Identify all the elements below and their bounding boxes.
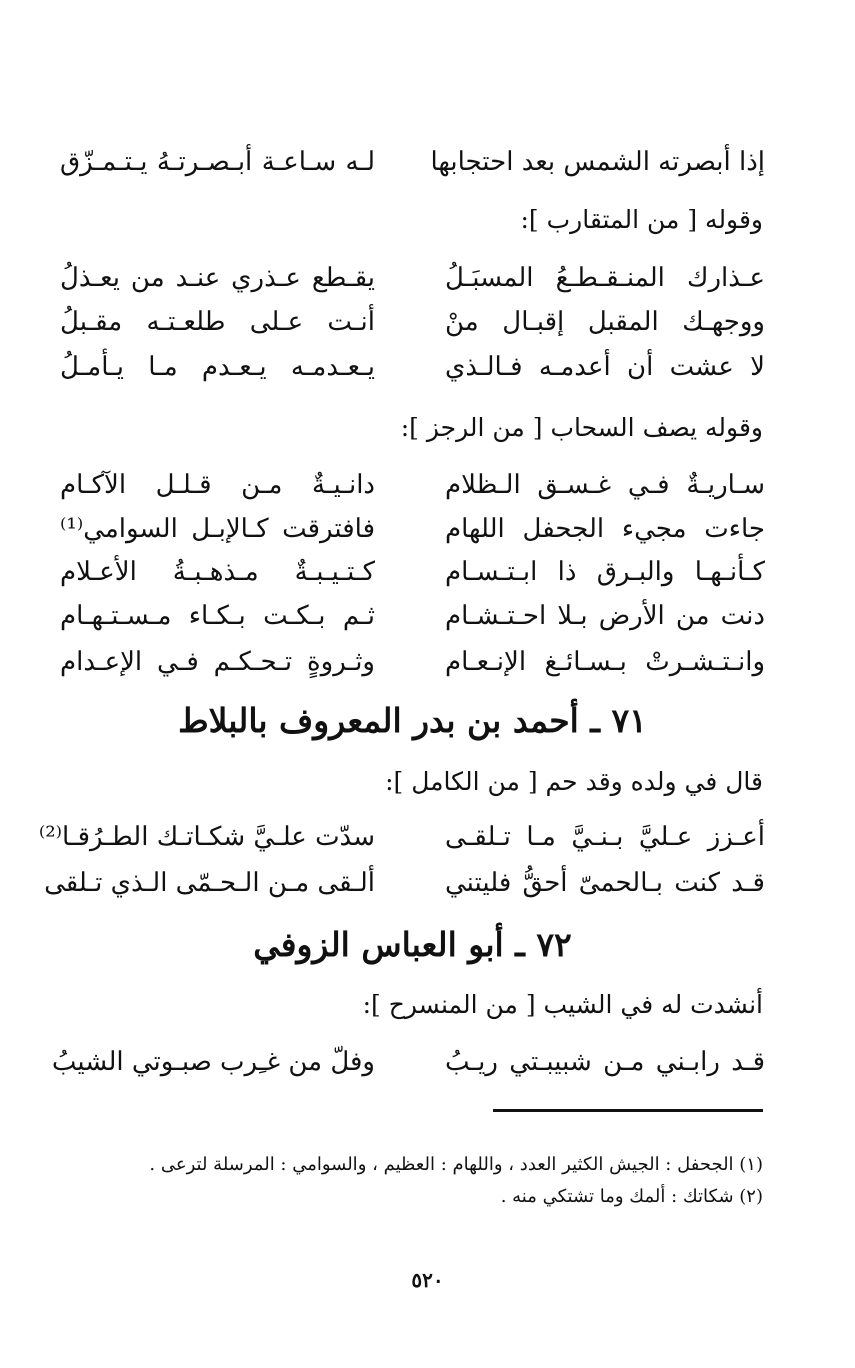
verse-line bbox=[60, 550, 765, 594]
verse-line bbox=[60, 594, 765, 638]
verse-first-hemistich: سـاريـةٌ فـي غـسـق الـظلام bbox=[445, 470, 765, 500]
verse-line bbox=[60, 345, 765, 389]
verse-second-hemistich: يقـطع عـذري عنـد من يعـذلُ bbox=[60, 263, 375, 293]
verse-second-hemistich: ألـقى مـن الـحـمّى الـذي تـلقى bbox=[44, 868, 375, 898]
verse-second-hemistich: دانـيـةٌ مـن قـلـل الآكـام bbox=[60, 470, 375, 500]
footnote: (١) الجحفل : الجيش الكثير العدد ، واللهام : العظيم ، والسوامي : المرسلة لترعى . bbox=[149, 1154, 763, 1175]
verse-second-hemistich: ثـم بـكـت بـكـاء مـسـتـهـام bbox=[60, 601, 375, 631]
footnote: (٢) شكاتك : ألمك وما تشتكي منه . bbox=[500, 1186, 763, 1207]
section-heading: ٧٢ ـ أبو العباس الزوفي bbox=[253, 925, 572, 964]
verse-line bbox=[51, 1040, 765, 1084]
verse-line bbox=[44, 861, 765, 905]
verse-first-hemistich: ووجهـك المقبل إقبـال منْ bbox=[445, 307, 765, 337]
verse-first-hemistich: كـأنـهـا والبـرق ذا ابـتـسـام bbox=[445, 557, 765, 587]
verse-first-hemistich: قـد رابـني مـن شبيبـتي ريـبُ bbox=[445, 1047, 765, 1077]
verse-line bbox=[38, 815, 765, 859]
verse-first-hemistich: قـد كنت بـالحمىّ أحقُّ فليتني bbox=[445, 868, 765, 898]
verse-first-hemistich: وانـتـشـرتْ بـسـائـغ الإنـعـام bbox=[445, 647, 765, 677]
verse-second-hemistich: يـعـدمـه يـعـدم مـا يـأمـلُ bbox=[60, 352, 375, 382]
verse-line bbox=[60, 256, 765, 300]
section-heading: ٧١ ـ أحمد بن بدر المعروف بالبلاط bbox=[178, 701, 647, 740]
verse-line bbox=[60, 463, 765, 507]
verse-second-hemistich: وثـروةٍ تـحـكـم فـي الإعـدام bbox=[60, 647, 375, 677]
verse-first-hemistich: جاءت مجيء الجحفل اللهام bbox=[445, 514, 765, 544]
poem-intro: وقوله [ من المتقارب ]: bbox=[520, 205, 763, 234]
footnote-separator bbox=[493, 1109, 763, 1112]
verse-second-hemistich: وفلّ من غـِرب صبـوتي الشيبُ bbox=[51, 1047, 375, 1077]
verse-line bbox=[60, 140, 765, 184]
verse-first-hemistich: أعـزز عـليَّ بـنـيَّ مـا تـلقـى bbox=[445, 822, 765, 852]
verse-first-hemistich: عـذارك المنـقـطـعُ المسبَـلُ bbox=[445, 263, 765, 293]
verse-first-hemistich: لا عشت أن أعدمـه فـالـذي bbox=[445, 352, 765, 382]
verse-first-hemistich: إذا أبصرته الشمس بعد احتجابها bbox=[430, 147, 765, 177]
verse-first-hemistich: دنت من الأرض بـلا احـتـشـام bbox=[445, 601, 765, 631]
page-number: ٥٢٠ bbox=[411, 1268, 444, 1292]
verse-line bbox=[60, 507, 765, 551]
verse-second-hemistich: أنـت عـلى طلعـتـه مقـبلُ bbox=[60, 307, 375, 337]
verse-line bbox=[60, 300, 765, 344]
verse-second-hemistich: كـتـيـبـةٌ مـذهـبـةُ الأعـلام bbox=[60, 557, 375, 587]
poem-intro: وقوله يصف السحاب [ من الرجز ]: bbox=[400, 413, 763, 442]
poem-intro: أنشدت له في الشيب [ من المنسرح ]: bbox=[362, 990, 763, 1019]
verse-second-hemistich: لـه سـاعـة أبـصـرتـهُ يـتـمـزّق bbox=[60, 147, 375, 177]
poem-intro: قال في ولده وقد حم [ من الكامل ]: bbox=[385, 767, 763, 796]
verse-line bbox=[60, 640, 765, 684]
verse-second-hemistich: فافترقت كـالإبـل السوامي⁽¹⁾ bbox=[60, 514, 375, 544]
verse-second-hemistich: سدّت علـيَّ شكـاتـك الطـرُقـا⁽²⁾ bbox=[38, 822, 375, 852]
